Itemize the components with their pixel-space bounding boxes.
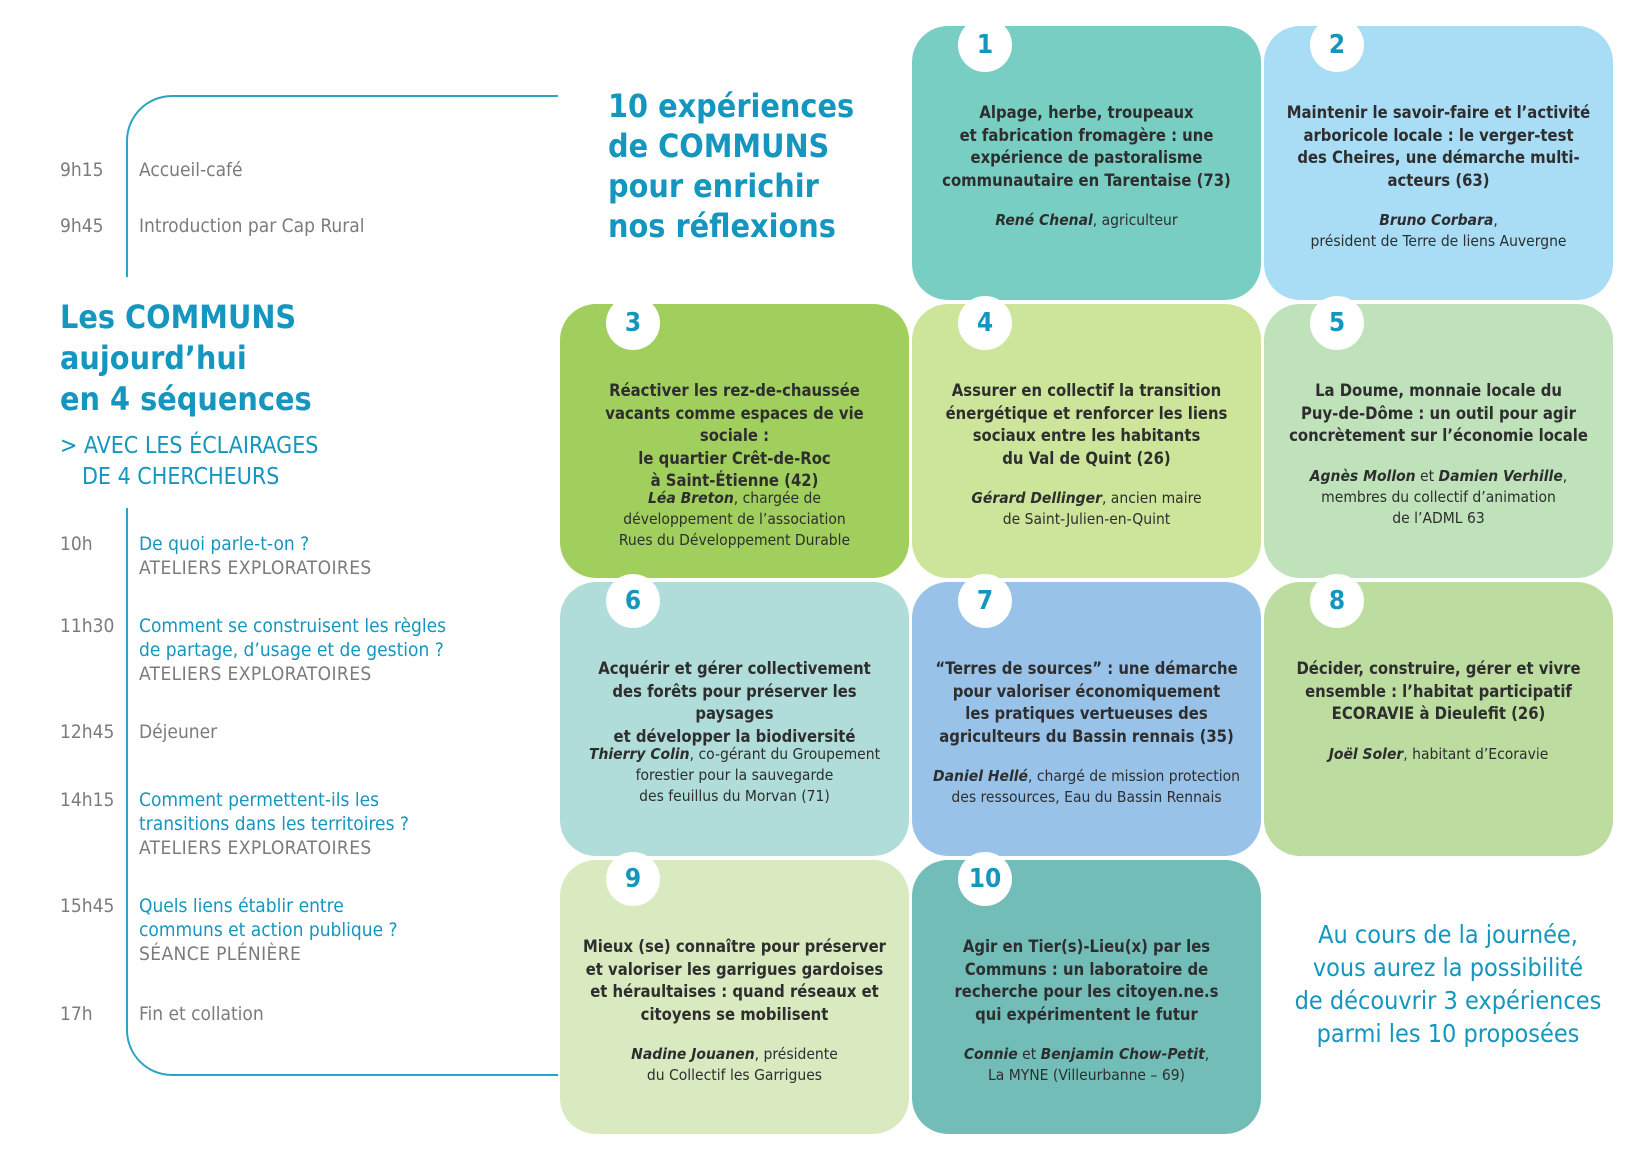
- experiences-title-line: 10 expériences: [608, 87, 855, 125]
- section-subtitle: [60, 431, 318, 493]
- experiences-title: [608, 86, 854, 246]
- agenda-time: 17h: [60, 1003, 93, 1025]
- speaker-name: Daniel Hellé: [933, 767, 1028, 785]
- experience-title: Décider, construire, gérer et vivre ensemble : l’habitat participatif ECORAVIE à Dieulefit (26): [1296, 659, 1581, 723]
- agenda-question: Quels liens établir entre: [139, 895, 344, 917]
- agenda-time: 11h30: [60, 615, 115, 637]
- experience-card: [912, 582, 1261, 856]
- speaker-role: président de Terre de liens Auvergne: [1310, 232, 1567, 250]
- agenda-question: Comment se construisent les règles: [139, 615, 447, 637]
- closing-note-line: de découvrir 3 expériences: [1294, 986, 1602, 1015]
- experience-title: Alpage, herbe, troupeaux et fabrication fromagère : une expérience de pastoralisme communautaire en Tarentaise (73): [942, 103, 1231, 190]
- agenda-time: 12h45: [60, 721, 115, 743]
- closing-note-line: parmi les 10 proposées: [1316, 1019, 1580, 1048]
- experience-number-badge: 8: [1310, 574, 1364, 628]
- agenda-type: SÉANCE PLÉNIÈRE: [139, 943, 302, 965]
- experience-speaker: Gérard Dellinger, ancien maire de Saint-Julien-en-Quint: [928, 488, 1245, 530]
- experience-title: Acquérir et gérer collectivement des forêts pour préserver les paysages et développer la biodiversité: [598, 659, 871, 746]
- closing-note: [1272, 918, 1624, 1050]
- experience-speaker: Bruno Corbara, président de Terre de liens Auvergne: [1280, 210, 1597, 252]
- speaker-name: Connie: [963, 1045, 1018, 1063]
- agenda-type: ATELIERS EXPLORATOIRES: [139, 663, 372, 685]
- agenda-question: transitions dans les territoires ?: [139, 813, 409, 835]
- agenda-question: De quoi parle-t-on ?: [139, 533, 310, 555]
- section-subtitle-line: DE 4 CHERCHEURS: [82, 464, 280, 490]
- experience-speaker: Joël Soler, habitant d’Ecoravie: [1328, 744, 1549, 763]
- experience-card: [912, 26, 1261, 300]
- experience-card: [560, 582, 909, 856]
- agenda-label: Déjeuner: [139, 721, 218, 743]
- experience-card: [1264, 304, 1613, 578]
- agenda-time: 9h45: [60, 215, 104, 237]
- agenda-question: de partage, d’usage et de gestion ?: [139, 639, 444, 661]
- experience-title: La Doume, monnaie locale du Puy-de-Dôme : un outil pour agir concrètement sur l’économie locale: [1289, 381, 1588, 445]
- section-title-line: aujourd’hui: [60, 339, 247, 377]
- agenda-time: 15h45: [60, 895, 115, 917]
- speaker-name: Damien Verhille: [1438, 466, 1563, 485]
- closing-note-line: vous aurez la possibilité: [1312, 953, 1584, 982]
- speaker-role: des feuillus du Morvan (71): [639, 786, 830, 805]
- section-title: [60, 297, 312, 420]
- section-title-line: en 4 séquences: [60, 380, 312, 418]
- experience-speaker: Daniel Hellé, chargé de mission protection des ressources, Eau du Bassin Rennais: [928, 766, 1245, 808]
- speaker-role: membres du collectif d’animation: [1321, 487, 1556, 506]
- speaker-role: Rues du Développement Durable: [618, 531, 851, 549]
- experience-number-badge: 6: [606, 574, 660, 628]
- speaker-role: de Saint-Julien-en-Quint: [1002, 510, 1171, 528]
- experience-number-badge: 4: [958, 296, 1012, 350]
- experience-card: [560, 304, 909, 578]
- experience-card: [912, 304, 1261, 578]
- agenda-type: ATELIERS EXPLORATOIRES: [139, 837, 372, 859]
- agenda-question: communs et action publique ?: [139, 919, 398, 941]
- agenda-time: 10h: [60, 533, 93, 555]
- speaker-role: de l’ADML 63: [1392, 508, 1485, 527]
- experience-title: Réactiver les rez-de-chaussée vacants comme espaces de vie sociale : le quartier Crêt-de-Roc à Saint-Étienne (42): [605, 381, 864, 490]
- speaker-role: développement de l’association: [623, 510, 846, 528]
- agenda-label: Fin et collation: [139, 1003, 264, 1025]
- agenda-frame-top: [126, 95, 558, 277]
- experience-title: Agir en Tier(s)-Lieu(x) par les Communs : un laboratoire de recherche pour les citoyen.ne.s qui expérimentent le futur: [954, 937, 1219, 1024]
- agenda-question: Comment permettent-ils les: [139, 789, 380, 811]
- speaker-name: Benjamin Chow-Petit: [1040, 1045, 1205, 1063]
- experience-speaker: Nadine Jouanen, présidente du Collectif les Garrigues: [576, 1044, 893, 1086]
- experience-title: Mieux (se) connaître pour préserver et valoriser les garrigues gardoises et héraultaises : quand réseaux et citoyens se mobilisent: [583, 937, 886, 1024]
- speaker-name: Bruno Corbara: [1379, 211, 1494, 229]
- agenda-type: ATELIERS EXPLORATOIRES: [139, 557, 372, 579]
- experience-card: [1264, 26, 1613, 300]
- experience-card: [560, 860, 909, 1134]
- agenda-time: 9h15: [60, 159, 104, 181]
- agenda-label: Accueil-café: [139, 159, 243, 181]
- experience-speaker: Connie et Benjamin Chow-Petit, La MYNE (Villeurbanne – 69): [928, 1044, 1245, 1086]
- experience-number-badge: 9: [606, 852, 660, 906]
- speaker-name: Joël Soler: [1328, 744, 1404, 763]
- experience-speaker: Agnès Mollon et Damien Verhille, membres du collectif d’animation de l’ADML 63: [1280, 466, 1597, 529]
- experience-number-badge: 5: [1310, 296, 1364, 350]
- experience-number-badge: 2: [1310, 18, 1364, 72]
- experience-card: [1264, 582, 1613, 856]
- speaker-name: Gérard Dellinger: [971, 489, 1102, 507]
- experience-card: [912, 860, 1261, 1134]
- agenda-label: Introduction par Cap Rural: [139, 215, 365, 237]
- agenda-time: 14h15: [60, 789, 115, 811]
- experience-number-badge: 7: [958, 574, 1012, 628]
- section-title-line: Les COMMUNS: [60, 298, 297, 336]
- speaker-name: Léa Breton: [648, 489, 734, 507]
- speaker-role: forestier pour la sauvegarde: [635, 765, 834, 784]
- experience-title: Assurer en collectif la transition énergétique et renforcer les liens sociaux entre les habitants du Val de Quint (26): [945, 381, 1228, 468]
- experience-title: “Terres de sources” : une démarche pour valoriser économiquement les pratiques vertueuses des agriculteurs du Bassin rennais (35): [935, 659, 1238, 746]
- experience-number-badge: 3: [606, 296, 660, 350]
- experience-speaker: René Chenal, agriculteur: [995, 211, 1178, 229]
- experience-speaker: Thierry Colin, co-gérant du Groupement forestier pour la sauvegarde des feuillus du Morvan (71): [576, 744, 893, 807]
- closing-note-line: Au cours de la journée,: [1318, 920, 1578, 949]
- experiences-title-line: de COMMUNS: [608, 127, 830, 165]
- speaker-role: du Collectif les Garrigues: [646, 1066, 823, 1084]
- speaker-role: La MYNE (Villeurbanne – 69): [987, 1066, 1186, 1084]
- experience-number-badge: 1: [958, 18, 1012, 72]
- speaker-name: Thierry Colin: [588, 744, 690, 763]
- experiences-title-line: pour enrichir: [608, 167, 819, 205]
- experience-number-badge: 10: [958, 852, 1012, 906]
- speaker-name: René Chenal: [995, 211, 1093, 229]
- experience-speaker: Léa Breton, chargée de développement de l’association Rues du Développement Durable: [576, 488, 893, 551]
- speaker-role: des ressources, Eau du Bassin Rennais: [951, 788, 1222, 806]
- experiences-title-line: nos réflexions: [608, 207, 836, 245]
- experience-title: Maintenir le savoir-faire et l’activité arboricole locale : le verger-test des Cheires, une démarche multi- acteurs (63): [1286, 103, 1591, 190]
- speaker-name: Agnès Mollon: [1309, 466, 1416, 485]
- speaker-name: Nadine Jouanen: [631, 1045, 755, 1063]
- section-subtitle-line: > AVEC LES ÉCLAIRAGES: [60, 433, 319, 459]
